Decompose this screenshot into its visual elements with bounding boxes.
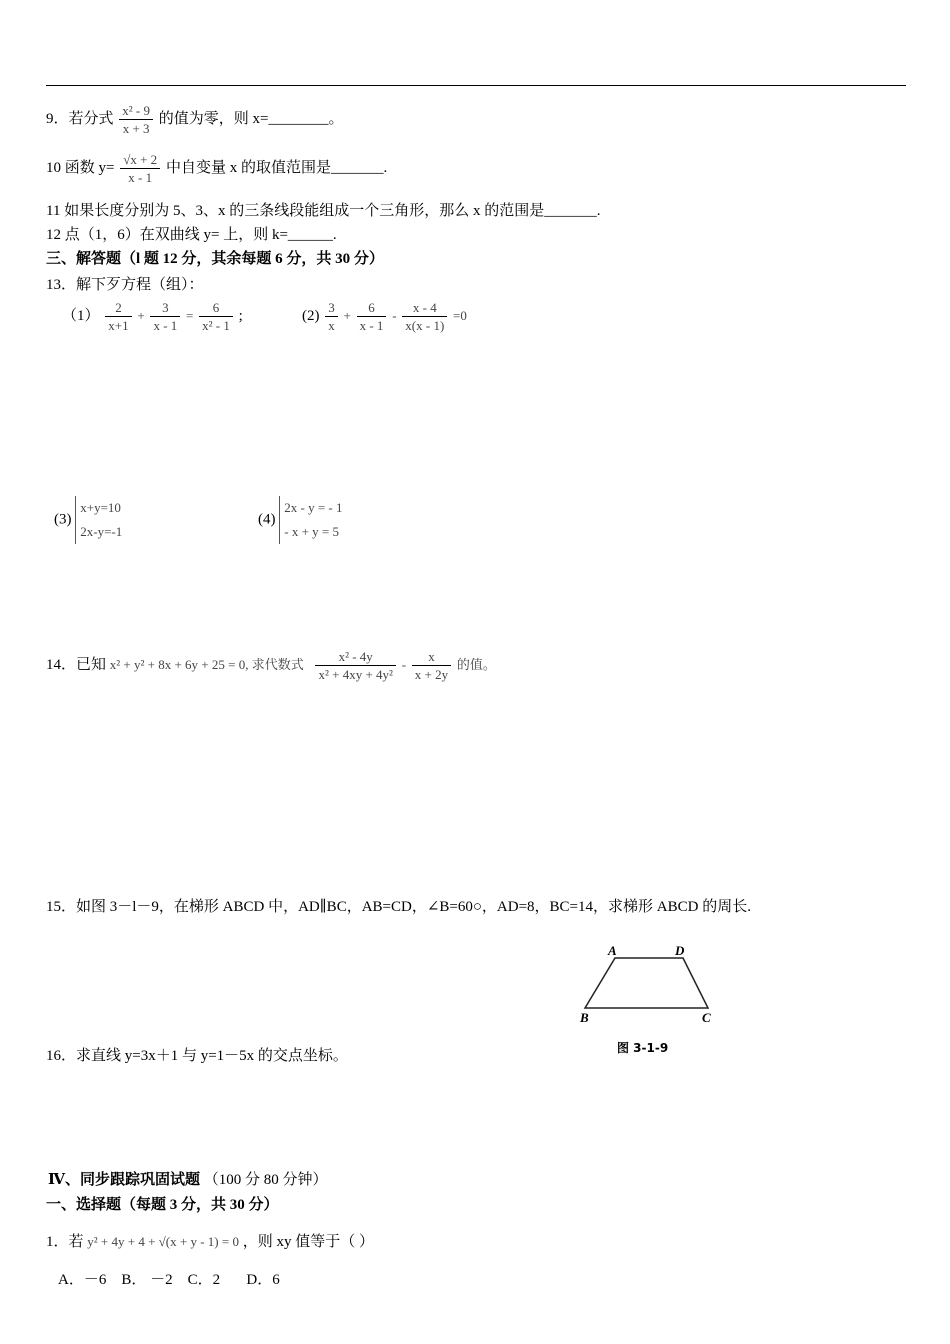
q9-numerator: x² - 9 bbox=[119, 102, 153, 120]
q13-p3-eq2: 2x-y=-1 bbox=[80, 524, 123, 539]
figure-caption: 图 3-1-9 bbox=[617, 1041, 669, 1055]
q14-f2-den: x + 2y bbox=[414, 667, 449, 682]
question-11: 11 如果长度分别为 5、3、x 的三条线段能组成一个三角形，那么 x 的范围是_______. bbox=[46, 203, 601, 219]
vertex-d-label: D bbox=[675, 943, 685, 958]
q13-p3-label: (3) bbox=[54, 511, 72, 528]
q13-part-1: （1） $\frac{2}{x+1}$ + $\frac{3}{x - 1}$ = $\frac{6}{\text{x² - 1}}$ ; bbox=[62, 300, 243, 333]
section-4-title: Ⅳ、同步跟踪巩固试题 bbox=[48, 1172, 201, 1188]
q9-fraction bbox=[119, 102, 153, 137]
q13-part-4 bbox=[258, 496, 343, 544]
q13-p1-label: （1） bbox=[62, 307, 100, 324]
q14-prefix: 14．已知 bbox=[46, 656, 107, 673]
q13-p4-eq2: - x + y = 5 bbox=[284, 524, 339, 539]
question-12: 12 点（1，6）在双曲线 y= 上，则 k=______. bbox=[46, 227, 337, 243]
vertex-c-label: C bbox=[702, 1010, 711, 1025]
option-a[interactable]: A．－6 bbox=[58, 1272, 107, 1288]
q13-p4-label: (4) bbox=[258, 511, 276, 528]
q13-p3-eq1: x+y=10 bbox=[80, 500, 121, 515]
q9-prefix: 9．若分式 bbox=[46, 110, 114, 127]
q13-p2-f2-num: 6 bbox=[357, 299, 387, 317]
question-14: 14．已知 x² + y² + 8x + 6y + 25 = 0, 求代数式 $\frac{\text{x² - 4y}}{\text{x² + 4xy + 4y²}}$ - $\frac{x}{x + 2y}$ 的值。 bbox=[46, 649, 496, 682]
q13-p2-f1-den: x bbox=[328, 318, 335, 333]
q1-options bbox=[58, 1268, 280, 1289]
top-rule bbox=[46, 85, 906, 86]
q13-p1-f2-num: 3 bbox=[150, 299, 180, 317]
question-1 bbox=[46, 1230, 374, 1251]
q1-suffix: ，则 xy 值等于（ ） bbox=[242, 1234, 374, 1250]
q13-p2-f3-den: x(x - 1) bbox=[405, 318, 445, 333]
q13-p2-f1-num: 3 bbox=[325, 299, 338, 317]
q10-fraction bbox=[120, 151, 160, 186]
q13-part-2: (2) $\frac{3}{x}$ + $\frac{6}{x - 1}$ - $\frac{x - 4}{x(x - 1)}$ =0 bbox=[302, 300, 467, 333]
q9-denominator: x + 3 bbox=[122, 121, 150, 136]
option-d[interactable]: D．6 bbox=[246, 1272, 280, 1288]
q13-p2-label: (2) bbox=[302, 307, 320, 324]
trapezoid-figure bbox=[575, 940, 720, 1060]
option-c[interactable]: C．2 bbox=[187, 1272, 221, 1288]
q14-f1-den: x² + 4xy + 4y² bbox=[318, 667, 393, 682]
q10-denominator: x - 1 bbox=[128, 170, 153, 185]
trapezoid-shape bbox=[585, 958, 708, 1008]
q1-expression: y² + 4y + 4 + √(x + y - 1) = 0 bbox=[87, 1234, 239, 1249]
question-9 bbox=[46, 102, 343, 137]
question-16: 16．求直线 y=3x＋1 与 y=1－5x 的交点坐标。 bbox=[46, 1048, 348, 1064]
q13-p1-f2-den: x - 1 bbox=[153, 318, 178, 333]
q1-prefix: 1．若 bbox=[46, 1234, 84, 1250]
section-3-heading: 三、解答题（l 题 12 分，其余每题 6 分，共 30 分） bbox=[46, 251, 384, 267]
question-15: 15．如图 3－l－9，在梯形 ABCD 中，AD∥BC，AB=CD，∠B=60○，AD=8，BC=14，求梯形 ABCD 的周长. bbox=[46, 899, 751, 915]
q13-p4-system bbox=[279, 496, 342, 544]
question-13-title: 13．解下歹方程（组）： bbox=[46, 277, 204, 293]
q10-numerator: √x + 2 bbox=[120, 151, 160, 169]
q13-p1-f1-den: x+1 bbox=[108, 318, 129, 333]
q13-p1-f1-num: 2 bbox=[105, 299, 131, 317]
q14-f2-num: x bbox=[412, 648, 451, 666]
q13-p3-system bbox=[75, 496, 122, 544]
q13-part-3 bbox=[54, 496, 122, 544]
section-4-1-heading: 一、选择题（每题 3 分，共 30 分） bbox=[46, 1197, 279, 1213]
q13-p4-eq1: 2x - y = - 1 bbox=[284, 500, 343, 515]
vertex-a-label: A bbox=[608, 943, 617, 958]
section-4-heading bbox=[48, 1168, 328, 1189]
q9-suffix: 的值为零，则 x=________。 bbox=[158, 110, 344, 127]
q14-suffix: 的值。 bbox=[456, 656, 496, 672]
q10-prefix: 10 函数 y= bbox=[46, 159, 115, 176]
section-4-meta: （100 分 80 分钟） bbox=[203, 1172, 328, 1188]
question-10 bbox=[46, 151, 387, 186]
q14-condition: x² + y² + 8x + 6y + 25 = 0, 求代数式 bbox=[109, 656, 304, 672]
q13-p1-f3-num: 6 bbox=[199, 299, 233, 317]
q13-p2-f2-den: x - 1 bbox=[359, 318, 384, 333]
q13-p2-f3-num: x - 4 bbox=[402, 299, 447, 317]
q10-suffix: 中自变量 x 的取值范围是_______. bbox=[165, 159, 388, 176]
q13-p1-f3-den: x² - 1 bbox=[202, 318, 230, 333]
option-b[interactable]: B． －2 bbox=[121, 1272, 173, 1288]
q14-f1-num: x² - 4y bbox=[315, 648, 395, 666]
vertex-b-label: B bbox=[580, 1010, 589, 1025]
